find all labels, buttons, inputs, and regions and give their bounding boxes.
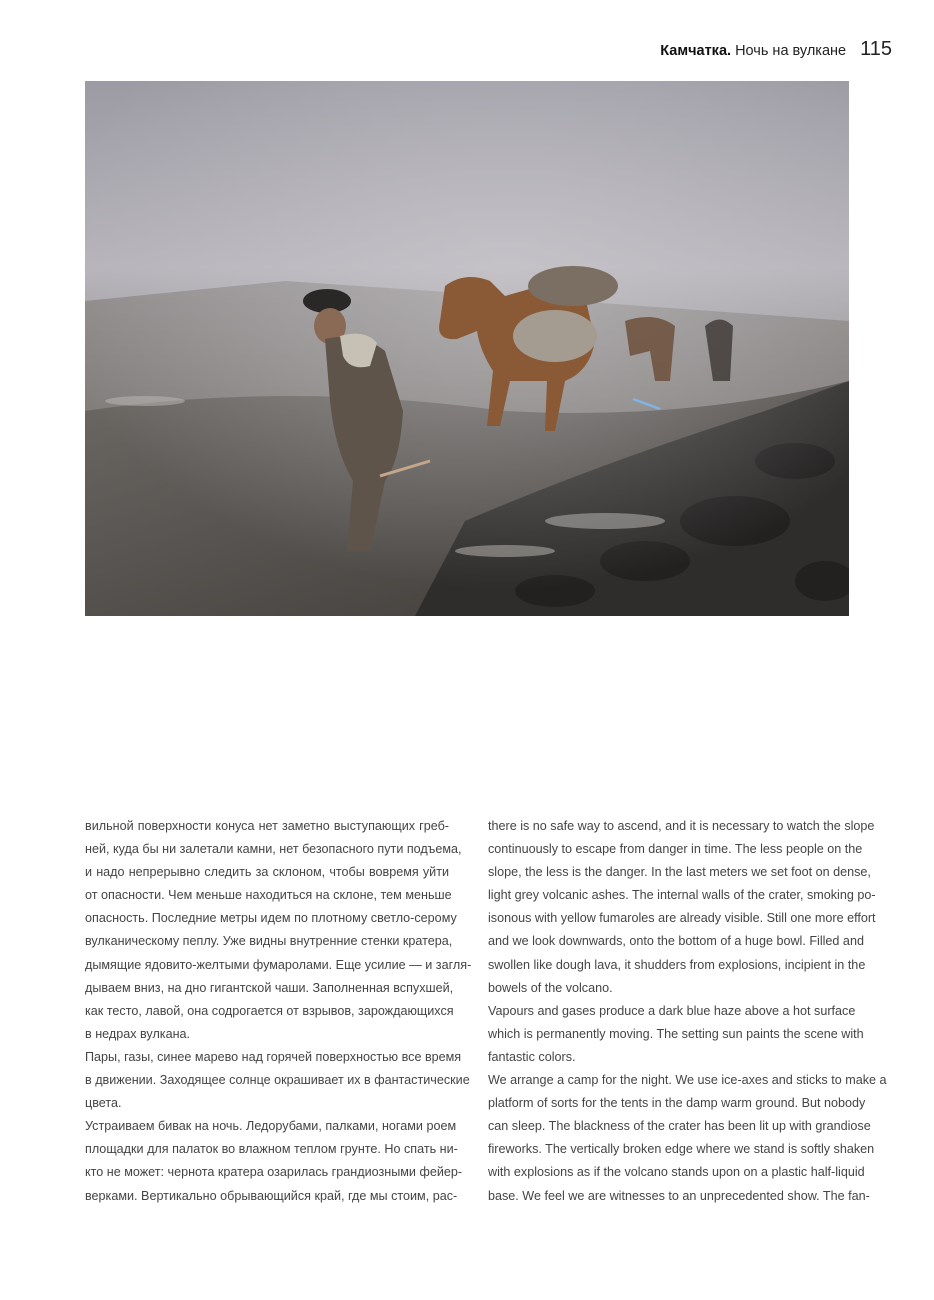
text-line: and we look downwards, onto the bottom of a huge bowl. Filled and — [488, 934, 864, 949]
text-line: bowels of the volcano. — [488, 980, 613, 995]
text-line: there is no safe way to ascend, and it is necessary to watch the slope — [488, 819, 875, 833]
text-line: isonous with yellow fumaroles are already visible. Still one more effort — [488, 911, 876, 926]
text-line: We arrange a camp for the night. We use ice-axes and sticks to make a — [488, 1073, 887, 1088]
text-line: light grey volcanic ashes. The internal walls of the crater, smoking po- — [488, 888, 876, 903]
paragraph — [85, 1046, 470, 1115]
text-line: can sleep. The blackness of the crater has been lit up with grandiose — [488, 1119, 871, 1134]
text-line: опасность. Последние метры идем по плотному светло-серому — [85, 911, 457, 926]
text-line: Устраиваем бивак на ночь. Ледорубами, палками, ногами роем — [85, 1119, 457, 1134]
text-line: в недрах вулкана. — [85, 1026, 191, 1041]
text-line: fireworks. The vertically broken edge where we stand is softly shaken — [488, 1142, 875, 1157]
text-line: slope, the less is the danger. In the last meters we set foot on dense, — [488, 865, 871, 880]
text-line: Пары, газы, синее марево над горячей поверхностью все время — [85, 1049, 462, 1064]
text-line: верками. Вертикально обрывающийся край, где мы стоим, рас- — [85, 1188, 458, 1203]
paragraph — [488, 815, 876, 1000]
text-line: от опасности. Чем меньше находиться на склоне, тем меньше — [85, 888, 452, 903]
paragraph — [488, 1069, 887, 1208]
page-number: 115 — [860, 38, 892, 60]
section-title — [660, 43, 846, 59]
text-line: base. We feel we are witnesses to an unprecedented show. The fan- — [488, 1188, 870, 1203]
section-title-bold: Камчатка. — [660, 43, 732, 59]
text-line: continuously to escape from danger in time. The less people on the — [488, 842, 863, 857]
english-text-column — [488, 815, 887, 1208]
text-line: кто не может: чернота кратера озарилась грандиозными фейер- — [85, 1165, 463, 1180]
text-line: и надо непрерывно следить за склоном, чтобы вовремя уйти — [85, 865, 449, 880]
text-line: fantastic colors. — [488, 1049, 576, 1064]
paragraph — [488, 1000, 864, 1069]
text-line: дымящие ядовито-желтыми фумаролами. Еще усилие — и загля- — [85, 957, 472, 972]
text-line: swollen like dough lava, it shudders from explosions, incipient in the — [488, 957, 866, 972]
running-header — [660, 38, 892, 64]
paragraph — [85, 815, 472, 1046]
text-line: which is permanently moving. The setting sun paints the scene with — [488, 1026, 864, 1041]
text-line: Vapours and gases produce a dark blue haze above a hot surface — [488, 1003, 856, 1018]
text-line: как тесто, лавой, она содрогается от взрывов, зарождающихся — [85, 1003, 454, 1018]
photo-volcano-caravan-icon — [85, 81, 849, 616]
paragraph — [85, 1115, 463, 1207]
section-title-rest: Ночь на вулкане — [735, 43, 847, 59]
text-line: ней, куда бы ни залетали камни, нет безопасного пути подъема, — [85, 842, 462, 857]
text-line: дываем вниз, на дно гигантской чаши. Заполненная вспухшей, — [85, 980, 454, 995]
volcano-caravan-photo — [85, 81, 849, 616]
text-line: в движении. Заходящее солнце окрашивает их в фантастические — [85, 1073, 470, 1088]
text-line: площадки для палаток во влажном теплом грунте. Но спать ни- — [85, 1142, 458, 1157]
text-line: with explosions as if the volcano stands upon on a plastic half-liquid — [488, 1165, 865, 1180]
russian-text-column — [85, 815, 472, 1208]
text-line: цвета. — [85, 1096, 122, 1111]
text-line: platform of sorts for the tents in the damp warm ground. But nobody — [488, 1096, 866, 1111]
text-line: вулканическому пеплу. Уже видны внутренние стенки кратера, — [85, 934, 453, 949]
text-line: вильной поверхности конуса нет заметно выступающих греб- — [85, 819, 449, 833]
